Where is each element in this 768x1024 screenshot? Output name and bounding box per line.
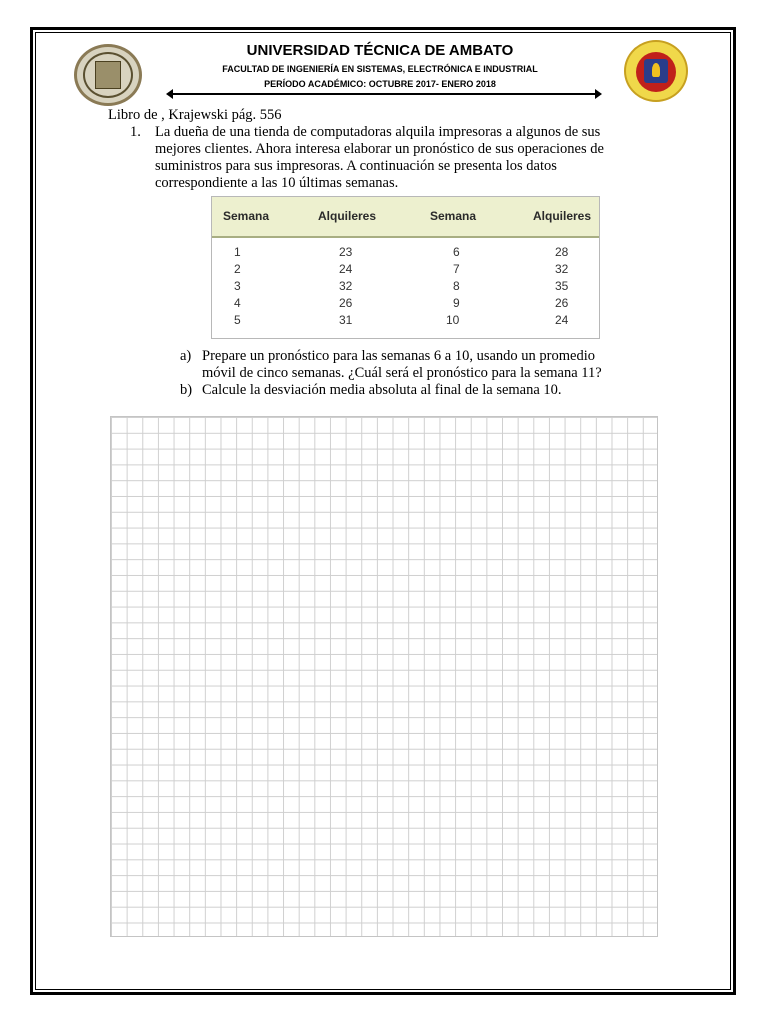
question-number: 1. bbox=[130, 124, 141, 140]
header-alquileres-2: Alquileres bbox=[533, 209, 592, 223]
cell: 1 bbox=[234, 245, 241, 259]
cell: 9 bbox=[453, 296, 460, 310]
header-semana-2: Semana bbox=[430, 209, 477, 223]
cell: 23 bbox=[339, 245, 353, 259]
cell: 35 bbox=[555, 279, 569, 293]
cell: 6 bbox=[453, 245, 460, 259]
question-line-3: suministros para sus impresoras. A continuación se presenta los datos bbox=[155, 158, 557, 174]
faculty-seal-icon bbox=[624, 40, 688, 102]
cell: 31 bbox=[339, 313, 353, 327]
question-line-1: La dueña de una tienda de computadoras alquila impresoras a algunos de sus bbox=[155, 124, 601, 140]
item-b-line-1: Calcule la desviación media absoluta al final de la semana 10. bbox=[202, 382, 562, 398]
academic-period: PERÍODO ACADÉMICO: OCTUBRE 2017- ENERO 2018 bbox=[264, 79, 496, 89]
cell: 10 bbox=[446, 313, 460, 327]
cell: 8 bbox=[453, 279, 460, 293]
cell: 5 bbox=[234, 313, 241, 327]
double-arrow-divider bbox=[168, 93, 600, 95]
cell: 3 bbox=[234, 279, 241, 293]
faculty-name: FACULTAD DE INGENIERÍA EN SISTEMAS, ELECTRÓNICA E INDUSTRIAL bbox=[222, 64, 538, 74]
question-line-4: correspondiente a las 10 últimas semanas. bbox=[155, 175, 399, 191]
item-b-label: b) bbox=[180, 382, 193, 398]
header-alquileres-1: Alquileres bbox=[318, 209, 377, 223]
cell: 26 bbox=[555, 296, 569, 310]
item-a-line-1: Prepare un pronóstico para las semanas 6 a 10, usando un promedio bbox=[202, 348, 596, 364]
item-a-label: a) bbox=[180, 348, 192, 364]
answer-grid bbox=[110, 416, 658, 937]
cell: 32 bbox=[555, 262, 569, 276]
university-title: UNIVERSIDAD TÉCNICA DE AMBATO bbox=[246, 42, 514, 59]
header-semana-1: Semana bbox=[223, 209, 270, 223]
item-a-line-2: móvil de cinco semanas. ¿Cuál será el pronóstico para la semana 11? bbox=[202, 365, 602, 381]
book-reference: Libro de , Krajewski pág. 556 bbox=[108, 107, 282, 123]
question-line-2: mejores clientes. Ahora interesa elaborar un pronóstico de sus operaciones de bbox=[155, 141, 604, 157]
cell: 2 bbox=[234, 262, 241, 276]
cell: 24 bbox=[555, 313, 569, 327]
table-header bbox=[212, 197, 599, 238]
cell: 7 bbox=[453, 262, 460, 276]
cell: 26 bbox=[339, 296, 353, 310]
cell: 4 bbox=[234, 296, 241, 310]
university-seal-icon bbox=[74, 44, 142, 106]
rental-data-table bbox=[211, 196, 600, 339]
cell: 28 bbox=[555, 245, 569, 259]
cell: 24 bbox=[339, 262, 353, 276]
cell: 32 bbox=[339, 279, 353, 293]
